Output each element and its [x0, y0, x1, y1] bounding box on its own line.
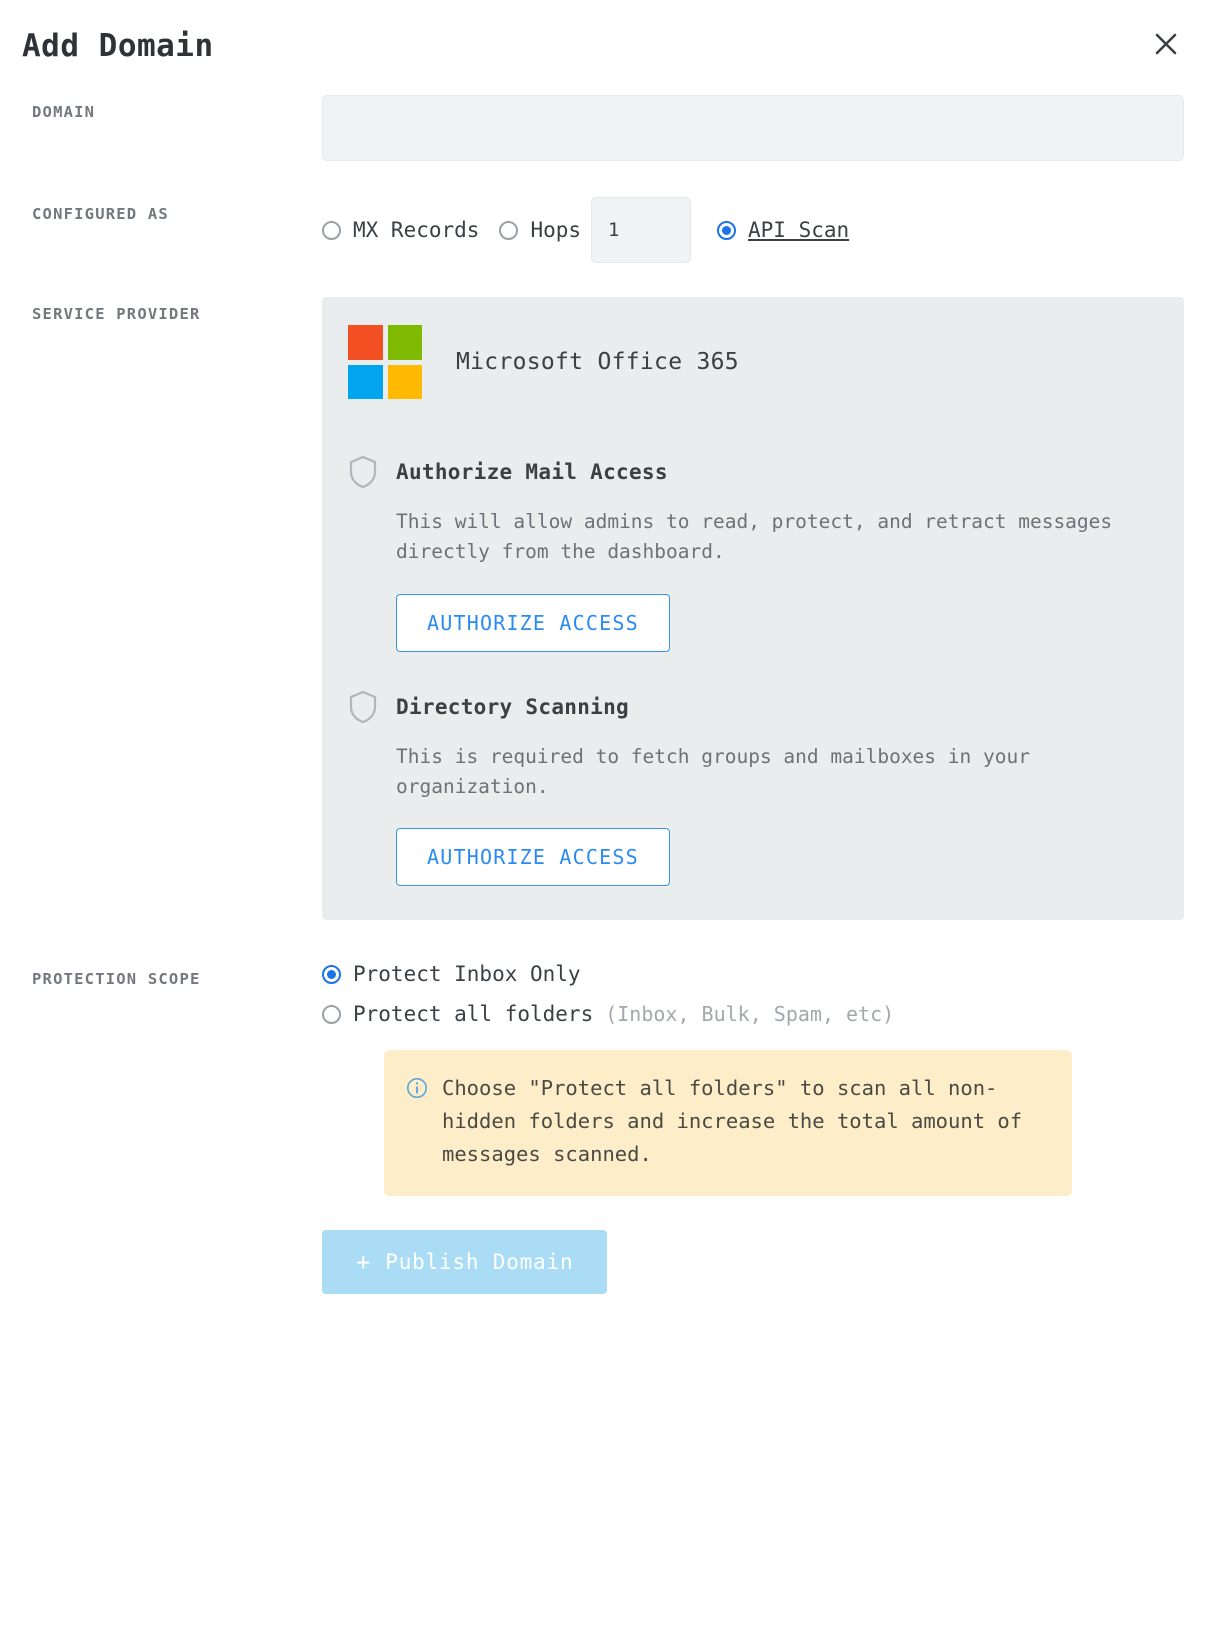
- shield-icon: [348, 690, 378, 724]
- provider-name: Microsoft Office 365: [456, 349, 739, 376]
- radio-api-scan-label: API Scan: [748, 218, 850, 243]
- page-title: Add Domain: [22, 28, 214, 64]
- directory-scanning-title: Directory Scanning: [396, 694, 629, 719]
- service-provider-field: [322, 297, 1184, 920]
- publish-domain-button[interactable]: [322, 1230, 607, 1294]
- authorize-mail-access-button[interactable]: AUTHORIZE ACCESS: [396, 594, 670, 652]
- domain-input[interactable]: [322, 95, 1184, 161]
- radio-mx-records-label: MX Records: [353, 218, 480, 243]
- add-domain-form: [0, 65, 1214, 1333]
- radio-mx-records[interactable]: [322, 218, 479, 242]
- radio-protect-inbox-only-indicator[interactable]: [322, 965, 341, 984]
- authorize-mail-access-description: This will allow admins to read, protect, and retract messages directly from the dashboard.: [396, 510, 1113, 564]
- service-provider-panel: [322, 297, 1184, 920]
- radio-protect-all-folders-label: Protect all folders: [353, 1002, 594, 1027]
- row-protection-scope: [0, 962, 1214, 1196]
- directory-scanning-block: [348, 690, 1154, 886]
- row-service-provider: [0, 297, 1214, 920]
- radio-protect-inbox-only[interactable]: [322, 962, 1184, 986]
- radio-api-scan-indicator[interactable]: [717, 221, 736, 240]
- row-domain: [0, 95, 1214, 161]
- authorize-mail-access-head: [348, 455, 1154, 489]
- plus-icon: +: [356, 1247, 372, 1276]
- domain-label: DOMAIN: [32, 103, 96, 122]
- configured-as-field: [322, 197, 1184, 263]
- row-configured-as: [0, 197, 1214, 263]
- protection-scope-field: [322, 962, 1184, 1196]
- protection-scope-label: PROTECTION SCOPE: [32, 970, 201, 989]
- close-icon[interactable]: [1146, 24, 1186, 64]
- radio-hops-label: Hops: [530, 218, 582, 243]
- radio-hops-indicator[interactable]: [499, 221, 518, 240]
- dialog-header: [0, 0, 1214, 65]
- publish-domain-wrap: [0, 1230, 1214, 1334]
- hops-input[interactable]: [591, 197, 691, 263]
- directory-scanning-button[interactable]: AUTHORIZE ACCESS: [396, 828, 670, 886]
- radio-protect-all-folders-hint: (Inbox, Bulk, Spam, etc): [605, 1002, 895, 1027]
- radio-protect-all-folders[interactable]: [322, 1002, 1184, 1026]
- authorize-mail-access-block: [348, 455, 1154, 651]
- directory-scanning-head: [348, 690, 1154, 724]
- radio-hops[interactable]: [499, 218, 581, 242]
- service-provider-label: SERVICE PROVIDER: [32, 305, 201, 324]
- protection-scope-info-text: Choose "Protect all folders" to scan all non-hidden folders and increase the total amount of messages scanned.: [442, 1076, 1023, 1167]
- publish-domain-label: Publish Domain: [385, 1249, 574, 1274]
- configured-as-options: [322, 197, 1184, 263]
- domain-field-wrap: [322, 95, 1184, 161]
- radio-protect-inbox-only-label: Protect Inbox Only: [353, 962, 581, 987]
- configured-as-label: CONFIGURED AS: [32, 205, 169, 224]
- directory-scanning-description: This is required to fetch groups and mailboxes in your organization.: [396, 744, 1030, 798]
- microsoft-logo: [348, 325, 422, 399]
- protection-scope-info-box: [384, 1050, 1072, 1196]
- provider-header: [348, 325, 1154, 417]
- radio-mx-records-indicator[interactable]: [322, 221, 341, 240]
- radio-protect-all-folders-indicator[interactable]: [322, 1005, 341, 1024]
- shield-icon: [348, 455, 378, 489]
- radio-api-scan[interactable]: [717, 218, 849, 242]
- authorize-mail-access-title: Authorize Mail Access: [396, 460, 668, 485]
- info-icon: [406, 1077, 428, 1099]
